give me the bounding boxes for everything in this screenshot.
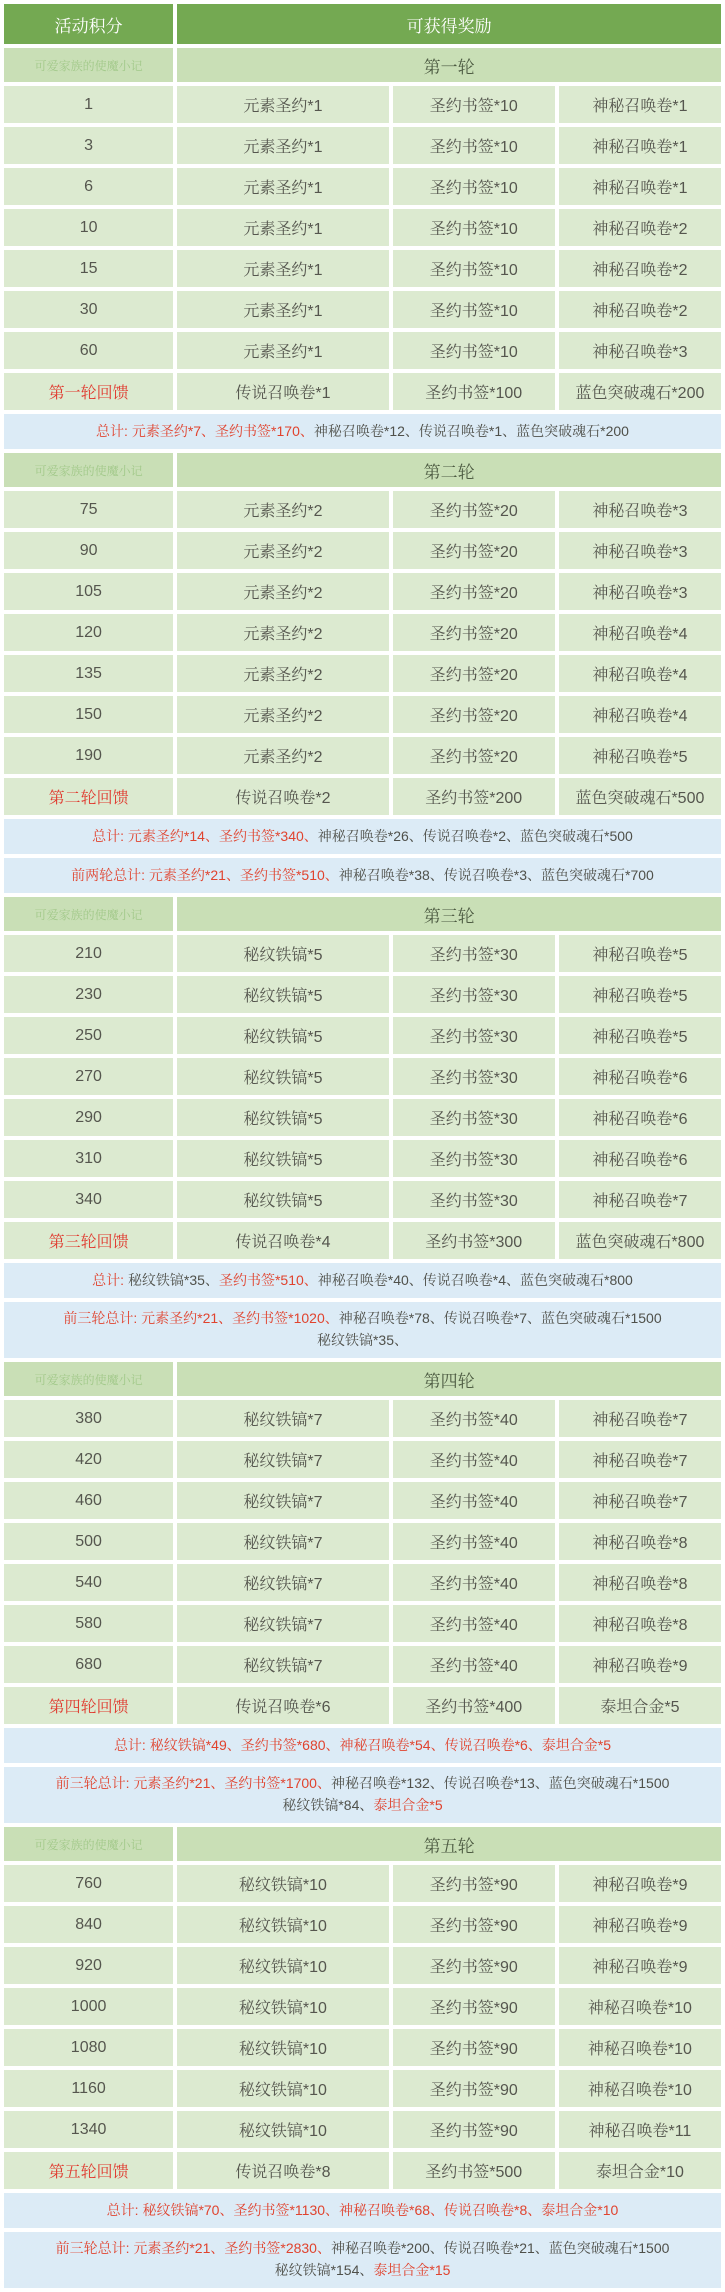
feedback-row xyxy=(4,2152,721,2189)
points-cell: 1340 xyxy=(4,2111,173,2148)
total-line xyxy=(10,1308,715,1330)
feedback-reward-2: 圣约书签*200 xyxy=(393,778,555,815)
table-header-row xyxy=(4,4,721,44)
reward-cell-1: 秘纹铁镐*10 xyxy=(177,2029,389,2066)
round-header-row xyxy=(4,48,721,82)
reward-cell-3: 神秘召唤卷*1 xyxy=(559,168,721,205)
reward-row xyxy=(4,935,721,972)
reward-row xyxy=(4,2070,721,2107)
total-segment: 泰坦合金*5 xyxy=(373,1797,443,1813)
points-cell: 210 xyxy=(4,935,173,972)
feedback-reward-3: 蓝色突破魂石*500 xyxy=(559,778,721,815)
feedback-reward-1: 传说召唤卷*2 xyxy=(177,778,389,815)
reward-cell-2: 圣约书签*30 xyxy=(393,1058,555,1095)
reward-row xyxy=(4,491,721,528)
reward-cell-1: 元素圣约*2 xyxy=(177,696,389,733)
reward-row xyxy=(4,209,721,246)
reward-cell-2: 圣约书签*10 xyxy=(393,291,555,328)
reward-row xyxy=(4,250,721,287)
feedback-row xyxy=(4,778,721,815)
points-cell: 230 xyxy=(4,976,173,1013)
reward-cell-1: 秘纹铁镐*7 xyxy=(177,1482,389,1519)
points-cell: 840 xyxy=(4,1906,173,1943)
total-segment: 总计: 秘纹铁镐*70、圣约书签*1130、神秘召唤卷*68、传说召唤卷*8、泰坦合金*10 xyxy=(106,2201,619,2218)
feedback-row xyxy=(4,373,721,410)
total-segment: 总计: 元素圣约*7、圣约书签*170、 xyxy=(96,422,314,439)
reward-row xyxy=(4,976,721,1013)
reward-cell-3: 神秘召唤卷*1 xyxy=(559,86,721,123)
round-title: 第三轮 xyxy=(177,897,721,931)
round-header-row xyxy=(4,1362,721,1396)
total-cell xyxy=(4,2232,721,2288)
reward-row xyxy=(4,1400,721,1437)
points-cell: 135 xyxy=(4,655,173,692)
reward-cell-2: 圣约书签*40 xyxy=(393,1482,555,1519)
feedback-reward-3: 泰坦合金*10 xyxy=(559,2152,721,2189)
reward-row xyxy=(4,1017,721,1054)
reward-cell-3: 神秘召唤卷*10 xyxy=(559,1988,721,2025)
total-cell xyxy=(4,1767,721,1823)
reward-row xyxy=(4,291,721,328)
feedback-reward-2: 圣约书签*300 xyxy=(393,1222,555,1259)
points-cell: 460 xyxy=(4,1482,173,1519)
round-header-row xyxy=(4,1827,721,1861)
total-line xyxy=(10,826,715,848)
reward-row xyxy=(4,1523,721,1560)
reward-cell-1: 秘纹铁镐*7 xyxy=(177,1605,389,1642)
feedback-reward-1: 传说召唤卷*8 xyxy=(177,2152,389,2189)
points-cell: 120 xyxy=(4,614,173,651)
round-title: 第五轮 xyxy=(177,1827,721,1861)
reward-cell-2: 圣约书签*40 xyxy=(393,1441,555,1478)
reward-row xyxy=(4,127,721,164)
total-segment: 秘纹铁镐*35、 xyxy=(127,1271,219,1288)
total-line xyxy=(10,865,715,887)
points-cell: 3 xyxy=(4,127,173,164)
reward-cell-2: 圣约书签*90 xyxy=(393,1865,555,1902)
reward-cell-2: 圣约书签*30 xyxy=(393,976,555,1013)
reward-row xyxy=(4,1140,721,1177)
reward-cell-3: 神秘召唤卷*3 xyxy=(559,332,721,369)
reward-cell-1: 秘纹铁镐*5 xyxy=(177,1017,389,1054)
reward-cell-2: 圣约书签*90 xyxy=(393,2070,555,2107)
reward-cell-2: 圣约书签*10 xyxy=(393,86,555,123)
reward-cell-3: 神秘召唤卷*10 xyxy=(559,2029,721,2066)
reward-cell-3: 神秘召唤卷*5 xyxy=(559,1017,721,1054)
reward-row xyxy=(4,1988,721,2025)
reward-cell-1: 秘纹铁镐*10 xyxy=(177,2070,389,2107)
total-segment: 总计: 元素圣约*14、圣约书签*340、 xyxy=(92,827,318,844)
reward-cell-1: 秘纹铁镐*10 xyxy=(177,1906,389,1943)
feedback-reward-2: 圣约书签*100 xyxy=(393,373,555,410)
reward-cell-1: 秘纹铁镐*10 xyxy=(177,2111,389,2148)
header-rewards: 可获得奖励 xyxy=(177,4,721,44)
reward-row xyxy=(4,1099,721,1136)
reward-cell-1: 元素圣约*2 xyxy=(177,573,389,610)
reward-cell-2: 圣约书签*10 xyxy=(393,168,555,205)
reward-cell-2: 圣约书签*10 xyxy=(393,209,555,246)
reward-cell-2: 圣约书签*20 xyxy=(393,491,555,528)
reward-cell-2: 圣约书签*40 xyxy=(393,1523,555,1560)
points-cell: 10 xyxy=(4,209,173,246)
reward-cell-1: 元素圣约*2 xyxy=(177,737,389,774)
points-cell: 580 xyxy=(4,1605,173,1642)
reward-cell-2: 圣约书签*20 xyxy=(393,532,555,569)
side-note-label: 可爱家族的使魔小记 xyxy=(4,1362,173,1396)
reward-cell-3: 神秘召唤卷*4 xyxy=(559,655,721,692)
points-cell: 105 xyxy=(4,573,173,610)
reward-cell-2: 圣约书签*40 xyxy=(393,1400,555,1437)
total-line xyxy=(10,2200,715,2222)
points-cell: 680 xyxy=(4,1646,173,1683)
reward-cell-1: 元素圣约*2 xyxy=(177,491,389,528)
total-line xyxy=(10,421,715,443)
reward-cell-2: 圣约书签*30 xyxy=(393,1140,555,1177)
reward-cell-3: 神秘召唤卷*6 xyxy=(559,1099,721,1136)
points-cell: 250 xyxy=(4,1017,173,1054)
reward-cell-3: 神秘召唤卷*2 xyxy=(559,250,721,287)
total-segment: 神秘召唤卷*12、传说召唤卷*1、蓝色突破魂石*200 xyxy=(313,422,629,439)
points-cell: 90 xyxy=(4,532,173,569)
reward-cell-2: 圣约书签*40 xyxy=(393,1605,555,1642)
reward-cell-2: 圣约书签*30 xyxy=(393,1017,555,1054)
points-cell: 75 xyxy=(4,491,173,528)
points-cell: 380 xyxy=(4,1400,173,1437)
side-note-label: 可爱家族的使魔小记 xyxy=(4,453,173,487)
total-cell xyxy=(4,819,721,854)
reward-cell-1: 秘纹铁镐*5 xyxy=(177,1058,389,1095)
reward-cell-2: 圣约书签*20 xyxy=(393,737,555,774)
header-points: 活动积分 xyxy=(4,4,173,44)
reward-row xyxy=(4,168,721,205)
reward-row xyxy=(4,2029,721,2066)
reward-cell-3: 神秘召唤卷*4 xyxy=(559,696,721,733)
points-cell: 500 xyxy=(4,1523,173,1560)
reward-row xyxy=(4,1605,721,1642)
total-row xyxy=(4,1302,721,1358)
points-cell: 1000 xyxy=(4,1988,173,2025)
total-row xyxy=(4,2193,721,2228)
reward-cell-3: 神秘召唤卷*2 xyxy=(559,291,721,328)
reward-row xyxy=(4,614,721,651)
reward-row xyxy=(4,1441,721,1478)
total-row xyxy=(4,2232,721,2288)
reward-cell-1: 元素圣约*1 xyxy=(177,168,389,205)
points-cell: 340 xyxy=(4,1181,173,1218)
round-title: 第二轮 xyxy=(177,453,721,487)
reward-row xyxy=(4,86,721,123)
total-segment: 圣约书签*510、 xyxy=(218,1271,318,1288)
reward-cell-1: 秘纹铁镐*7 xyxy=(177,1523,389,1560)
reward-cell-1: 秘纹铁镐*7 xyxy=(177,1400,389,1437)
reward-row xyxy=(4,332,721,369)
reward-cell-2: 圣约书签*90 xyxy=(393,2029,555,2066)
total-line xyxy=(10,2260,715,2282)
reward-row xyxy=(4,1906,721,1943)
reward-cell-3: 神秘召唤卷*6 xyxy=(559,1058,721,1095)
feedback-label: 第三轮回馈 xyxy=(4,1222,173,1259)
points-cell: 760 xyxy=(4,1865,173,1902)
total-segment: 神秘召唤卷*40、传说召唤卷*4、蓝色突破魂石*800 xyxy=(317,1271,633,1288)
points-cell: 1080 xyxy=(4,2029,173,2066)
reward-cell-2: 圣约书签*90 xyxy=(393,1906,555,1943)
reward-cell-3: 神秘召唤卷*8 xyxy=(559,1564,721,1601)
total-row xyxy=(4,858,721,893)
reward-cell-2: 圣约书签*20 xyxy=(393,655,555,692)
round-title: 第四轮 xyxy=(177,1362,721,1396)
reward-cell-1: 秘纹铁镐*7 xyxy=(177,1441,389,1478)
total-line xyxy=(10,1795,715,1817)
total-segment: 前两轮总计: 元素圣约*21、圣约书签*510、 xyxy=(71,866,339,883)
reward-cell-3: 神秘召唤卷*8 xyxy=(559,1523,721,1560)
reward-row xyxy=(4,532,721,569)
reward-cell-3: 神秘召唤卷*8 xyxy=(559,1605,721,1642)
total-cell xyxy=(4,1263,721,1298)
reward-cell-1: 秘纹铁镐*7 xyxy=(177,1646,389,1683)
feedback-reward-3: 蓝色突破魂石*800 xyxy=(559,1222,721,1259)
reward-row xyxy=(4,1564,721,1601)
reward-row xyxy=(4,655,721,692)
reward-cell-3: 神秘召唤卷*5 xyxy=(559,737,721,774)
total-line xyxy=(10,2238,715,2260)
reward-cell-2: 圣约书签*20 xyxy=(393,614,555,651)
reward-cell-1: 秘纹铁镐*10 xyxy=(177,1947,389,1984)
reward-cell-3: 神秘召唤卷*7 xyxy=(559,1400,721,1437)
total-row xyxy=(4,1767,721,1823)
feedback-reward-1: 传说召唤卷*6 xyxy=(177,1687,389,1724)
reward-cell-2: 圣约书签*20 xyxy=(393,696,555,733)
reward-row xyxy=(4,573,721,610)
total-segment: 神秘召唤卷*26、传说召唤卷*2、蓝色突破魂石*500 xyxy=(317,827,633,844)
reward-cell-1: 元素圣约*1 xyxy=(177,127,389,164)
reward-cell-3: 神秘召唤卷*9 xyxy=(559,1906,721,1943)
total-segment: 前三轮总计: 元素圣约*21、圣约书签*1020、 xyxy=(63,1310,339,1327)
points-cell: 540 xyxy=(4,1564,173,1601)
points-cell: 190 xyxy=(4,737,173,774)
total-cell xyxy=(4,1728,721,1763)
reward-row xyxy=(4,1947,721,1984)
reward-cell-2: 圣约书签*10 xyxy=(393,332,555,369)
reward-cell-3: 神秘召唤卷*5 xyxy=(559,976,721,1013)
reward-row xyxy=(4,1865,721,1902)
reward-cell-1: 秘纹铁镐*5 xyxy=(177,935,389,972)
reward-cell-2: 圣约书签*20 xyxy=(393,573,555,610)
reward-cell-3: 神秘召唤卷*5 xyxy=(559,935,721,972)
reward-cell-1: 元素圣约*1 xyxy=(177,250,389,287)
total-segment: 总计: 秘纹铁镐*49、圣约书签*680、神秘召唤卷*54、传说召唤卷*6、泰坦合金*5 xyxy=(113,1736,612,1753)
reward-cell-3: 神秘召唤卷*9 xyxy=(559,1865,721,1902)
reward-cell-3: 神秘召唤卷*11 xyxy=(559,2111,721,2148)
round-title: 第一轮 xyxy=(177,48,721,82)
total-segment: 秘纹铁镐*154、 xyxy=(274,2262,374,2278)
reward-cell-2: 圣约书签*10 xyxy=(393,250,555,287)
reward-cell-2: 圣约书签*90 xyxy=(393,2111,555,2148)
reward-cell-3: 神秘召唤卷*6 xyxy=(559,1140,721,1177)
total-cell xyxy=(4,2193,721,2228)
reward-cell-1: 元素圣约*1 xyxy=(177,86,389,123)
total-line xyxy=(10,1270,715,1292)
feedback-reward-1: 传说召唤卷*1 xyxy=(177,373,389,410)
reward-cell-2: 圣约书签*90 xyxy=(393,1988,555,2025)
feedback-row xyxy=(4,1222,721,1259)
feedback-reward-2: 圣约书签*400 xyxy=(393,1687,555,1724)
feedback-label: 第二轮回馈 xyxy=(4,778,173,815)
reward-cell-2: 圣约书签*40 xyxy=(393,1646,555,1683)
total-row xyxy=(4,819,721,854)
total-cell xyxy=(4,414,721,449)
reward-cell-3: 神秘召唤卷*10 xyxy=(559,2070,721,2107)
reward-cell-2: 圣约书签*30 xyxy=(393,935,555,972)
feedback-label: 第五轮回馈 xyxy=(4,2152,173,2189)
feedback-reward-3: 蓝色突破魂石*200 xyxy=(559,373,721,410)
reward-row xyxy=(4,1058,721,1095)
points-cell: 290 xyxy=(4,1099,173,1136)
reward-cell-2: 圣约书签*30 xyxy=(393,1181,555,1218)
reward-cell-1: 秘纹铁镐*5 xyxy=(177,1099,389,1136)
total-segment: 神秘召唤卷*78、传说召唤卷*7、蓝色突破魂石*1500 xyxy=(338,1310,662,1327)
total-segment: 前三轮总计: 元素圣约*21、圣约书签*2830、 xyxy=(55,2240,331,2257)
points-cell: 420 xyxy=(4,1441,173,1478)
total-line xyxy=(10,1773,715,1795)
reward-row xyxy=(4,696,721,733)
total-segment: 神秘召唤卷*200、传说召唤卷*21、蓝色突破魂石*1500 xyxy=(330,2240,670,2257)
total-segment: 前三轮总计: 元素圣约*21、圣约书签*1700、 xyxy=(55,1775,331,1792)
total-row xyxy=(4,1728,721,1763)
reward-cell-3: 神秘召唤卷*7 xyxy=(559,1181,721,1218)
round-header-row xyxy=(4,897,721,931)
reward-row xyxy=(4,2111,721,2148)
reward-cell-1: 秘纹铁镐*10 xyxy=(177,1865,389,1902)
total-segment: 总计: xyxy=(92,1271,128,1288)
reward-cell-1: 元素圣约*1 xyxy=(177,332,389,369)
reward-cell-1: 秘纹铁镐*5 xyxy=(177,976,389,1013)
points-cell: 15 xyxy=(4,250,173,287)
reward-cell-1: 秘纹铁镐*5 xyxy=(177,1181,389,1218)
feedback-label: 第一轮回馈 xyxy=(4,373,173,410)
side-note-label: 可爱家族的使魔小记 xyxy=(4,897,173,931)
reward-cell-1: 元素圣约*1 xyxy=(177,291,389,328)
total-row xyxy=(4,414,721,449)
total-line xyxy=(10,1735,715,1757)
reward-row xyxy=(4,1181,721,1218)
reward-row xyxy=(4,1646,721,1683)
reward-cell-1: 元素圣约*2 xyxy=(177,532,389,569)
total-cell xyxy=(4,1302,721,1358)
table-body xyxy=(4,48,721,2288)
points-cell: 310 xyxy=(4,1140,173,1177)
points-cell: 1160 xyxy=(4,2070,173,2107)
reward-cell-3: 神秘召唤卷*9 xyxy=(559,1947,721,1984)
reward-cell-3: 神秘召唤卷*1 xyxy=(559,127,721,164)
points-cell: 60 xyxy=(4,332,173,369)
total-segment: 秘纹铁镐*84、 xyxy=(282,1797,374,1813)
feedback-reward-3: 泰坦合金*5 xyxy=(559,1687,721,1724)
reward-cell-3: 神秘召唤卷*2 xyxy=(559,209,721,246)
reward-row xyxy=(4,737,721,774)
reward-cell-1: 秘纹铁镐*5 xyxy=(177,1140,389,1177)
total-segment: 神秘召唤卷*38、传说召唤卷*3、蓝色突破魂石*700 xyxy=(338,866,654,883)
reward-cell-3: 神秘召唤卷*7 xyxy=(559,1482,721,1519)
reward-cell-2: 圣约书签*90 xyxy=(393,1947,555,1984)
reward-row xyxy=(4,1482,721,1519)
total-line xyxy=(10,1330,715,1352)
reward-cell-3: 神秘召唤卷*3 xyxy=(559,491,721,528)
reward-cell-2: 圣约书签*30 xyxy=(393,1099,555,1136)
points-cell: 6 xyxy=(4,168,173,205)
points-cell: 1 xyxy=(4,86,173,123)
side-note-label: 可爱家族的使魔小记 xyxy=(4,48,173,82)
feedback-reward-2: 圣约书签*500 xyxy=(393,2152,555,2189)
total-row xyxy=(4,1263,721,1298)
reward-cell-3: 神秘召唤卷*9 xyxy=(559,1646,721,1683)
reward-cell-3: 神秘召唤卷*3 xyxy=(559,573,721,610)
total-cell xyxy=(4,858,721,893)
total-segment: 秘纹铁镐*35、 xyxy=(316,1332,409,1348)
reward-cell-3: 神秘召唤卷*7 xyxy=(559,1441,721,1478)
side-note-label: 可爱家族的使魔小记 xyxy=(4,1827,173,1861)
points-cell: 920 xyxy=(4,1947,173,1984)
total-segment: 泰坦合金*15 xyxy=(373,2262,451,2278)
total-segment: 神秘召唤卷*132、传说召唤卷*13、蓝色突破魂石*1500 xyxy=(330,1775,670,1792)
feedback-reward-1: 传说召唤卷*4 xyxy=(177,1222,389,1259)
reward-cell-2: 圣约书签*10 xyxy=(393,127,555,164)
reward-cell-1: 元素圣约*2 xyxy=(177,614,389,651)
points-cell: 270 xyxy=(4,1058,173,1095)
points-cell: 150 xyxy=(4,696,173,733)
feedback-label: 第四轮回馈 xyxy=(4,1687,173,1724)
points-cell: 30 xyxy=(4,291,173,328)
reward-cell-3: 神秘召唤卷*3 xyxy=(559,532,721,569)
round-header-row xyxy=(4,453,721,487)
reward-cell-2: 圣约书签*40 xyxy=(393,1564,555,1601)
feedback-row xyxy=(4,1687,721,1724)
reward-cell-3: 神秘召唤卷*4 xyxy=(559,614,721,651)
reward-cell-1: 秘纹铁镐*7 xyxy=(177,1564,389,1601)
reward-cell-1: 元素圣约*2 xyxy=(177,655,389,692)
reward-cell-1: 秘纹铁镐*10 xyxy=(177,1988,389,2025)
reward-cell-1: 元素圣约*1 xyxy=(177,209,389,246)
